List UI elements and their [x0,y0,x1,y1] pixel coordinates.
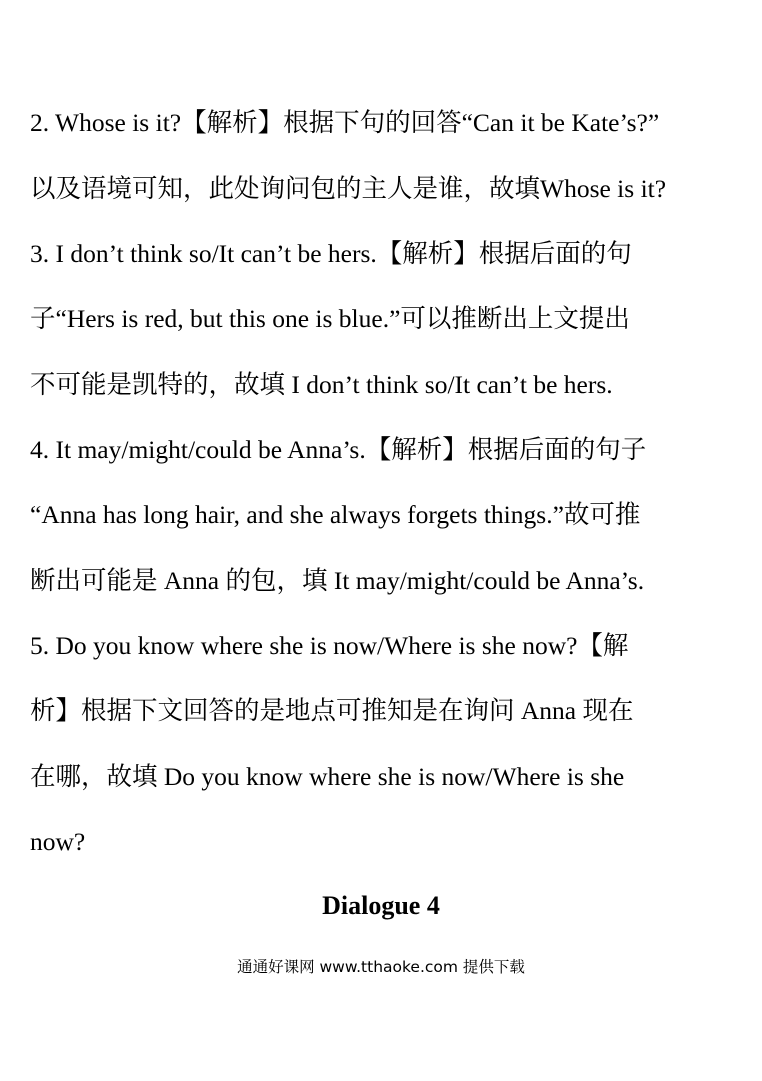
answer-line-6: 4. It may/might/could be Anna’s.【解析】根据后面的句子 [30,435,647,464]
answer-line-2: 以及语境可知，此处询问包的主人是谁，故填Whose is it? [30,174,667,203]
answer-line-4: 子“Hers is red, but this one is blue.”可以推断出上文提出 [30,304,630,333]
answer-line-3: 3. I don’t think so/It can’t be hers.【解析】根据后面的句 [30,239,632,268]
answer-line-10: 析】根据下文回答的是地点可推知是在询问 Anna 现在 [30,696,634,725]
answer-line-8: 断出可能是 Anna 的包，填 It may/might/could be Anna’s. [30,566,645,595]
answer-line-12: now? [30,827,86,856]
answer-line-7: “Anna has long hair, and she always forgets things.”故可推 [30,500,641,529]
footer-source: 通通好课网 www.tthaoke.com 提供下载 [237,958,525,976]
answer-line-5: 不可能是凯特的，故填 I don’t think so/It can’t be hers. [30,370,613,399]
answer-line-1: 2. Whose is it?【解析】根据下句的回答“Can it be Kate’s?” [30,108,660,137]
answer-line-11: 在哪，故填 Do you know where she is now/Where is she [30,762,625,791]
section-heading: Dialogue 4 [322,891,440,920]
answer-line-9: 5. Do you know where she is now/Where is she now?【解 [30,631,629,660]
